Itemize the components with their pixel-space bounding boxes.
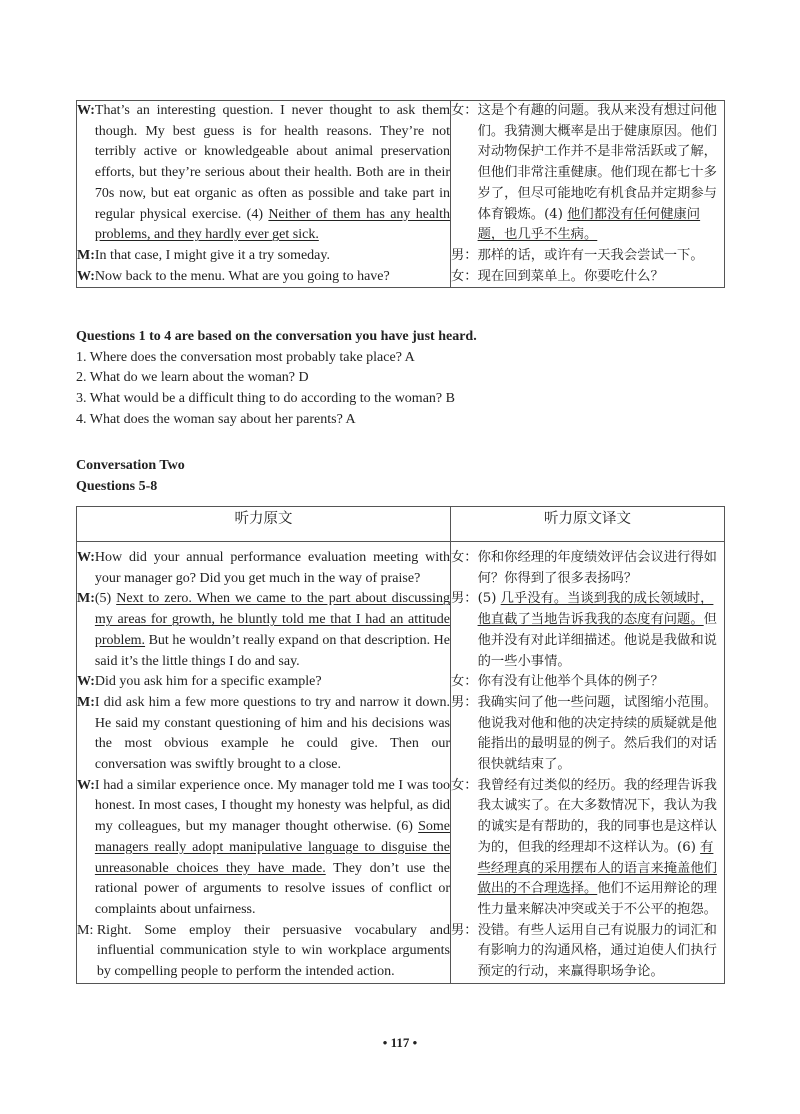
dialogue-text-segment: 他们不运用辩论的理性力量来解决冲突或关于不公平的抱怨。 (477, 881, 717, 917)
dialogue-text (478, 693, 724, 776)
dialogue-line (77, 548, 450, 589)
speaker-label: 男： (451, 591, 478, 607)
dialogue-text-segment: 我确实问了他一些问题，试图缩小范围。他说我对他和他的决定持续的质疑就是他能指出的最明显的例子。然后我们的对话很快就结束了。 (477, 694, 717, 773)
dialogue-text (95, 589, 450, 672)
dialogue-text-segment: 现在回到菜单上。你要吃什么？ (477, 268, 664, 284)
dialogue-line (77, 693, 450, 776)
dialogue-text-segment: 你和你经理的年度绩效评估会议进行得如何？你得到了很多表扬吗？ (477, 550, 717, 586)
dialogue-text-segment: 你有没有让他举个具体的例子？ (477, 674, 664, 690)
dialogue-text-segment: Right. Some employ their persuasive vocabulary and influential communication style to win workplace arguments by compelling people to perform the intended action. (96, 922, 450, 980)
speaker-label: W: (77, 777, 95, 793)
section-title: Conversation Two (76, 458, 185, 473)
dialogue-line (451, 101, 724, 246)
dialogue-text-segment: But he wouldn’t really expand on that description. He said it’s the little things I do and say. (94, 632, 450, 669)
dialogue-text-segment: I had a similar experience once. My manager told me I was too honest. In most cases, I thought my honesty was helpful, as did my colleagues, but my manager thought otherwise. (6) (94, 777, 450, 835)
table-header-row (77, 507, 725, 542)
speaker-label: W: (77, 674, 95, 690)
answer-underline-text: 他们都没有任何健康问题，也几乎不生病。 (477, 206, 701, 243)
question-item: 3. What would be a difficult thing to do according to the woman? B (76, 391, 455, 407)
dialogue-text (97, 921, 450, 983)
dialogue-text (95, 776, 450, 921)
transcript-table-1 (76, 100, 725, 288)
dialogue-line (451, 776, 724, 921)
dialogue-text (478, 921, 724, 983)
speaker-label: M: (77, 922, 97, 938)
english-transcript-cell (77, 542, 451, 984)
dialogue-text (478, 589, 724, 672)
dialogue-text-segment: 没错。有些人运用自己有说服力的词汇和有影响力的沟通风格，通过迫使人们执行预定的行动，来赢得职场争论。 (477, 922, 717, 980)
answer-underline-text: Some managers really adopt manipulative language to disguise the unreasonable choices they have made. (94, 819, 450, 876)
dialogue-text-segment: They don’t use the rational power of arguments to resolve issues of conflict or complaints about unfairness. (94, 860, 450, 917)
dialogue-text-segment: Did you ask him for a specific example? (94, 674, 322, 690)
answer-underline-text: 有些经理真的采用摆布人的语言来掩盖他们做出的不合理选择。 (477, 839, 717, 897)
chinese-translation-cell (451, 101, 725, 288)
dialogue-line (77, 589, 450, 672)
questions-heading: Questions 1 to 4 are based on the conversation you have just heard. (76, 329, 477, 344)
column-header-translation: 听力原文译文 (451, 507, 725, 542)
dialogue-text (95, 246, 450, 267)
dialogue-line (77, 921, 450, 983)
speaker-label: M: (77, 694, 95, 710)
dialogue-text (95, 672, 450, 693)
speaker-label: 女： (451, 103, 478, 118)
dialogue-line (451, 693, 724, 776)
dialogue-text-segment: (5) (94, 591, 117, 607)
dialogue-line (451, 672, 724, 693)
dialogue-text (478, 672, 724, 693)
dialogue-text (478, 776, 724, 921)
dialogue-text (95, 548, 450, 589)
chinese-translation-cell (451, 542, 725, 984)
dialogue-line (451, 589, 724, 672)
question-item: 4. What does the woman say about her parents? A (76, 411, 356, 427)
speaker-label: W: (77, 268, 95, 284)
dialogue-text-segment: (5) (477, 591, 501, 607)
dialogue-text-segment: Now back to the menu. What are you going to have? (94, 268, 390, 284)
answer-underline-text: 几乎没有。当谈到我的成长领域时，他直截了当地告诉我我的态度有问题。 (477, 591, 714, 628)
answer-underline-text: Next to zero. When we came to the part about discussing my areas for growth, he bluntly told me that I had an attitude problem. (94, 591, 450, 648)
dialogue-text (478, 548, 724, 589)
speaker-label: M: (77, 591, 95, 607)
dialogue-text (478, 246, 724, 267)
dialogue-text (478, 101, 724, 246)
speaker-label: W: (77, 103, 95, 118)
dialogue-text (478, 267, 724, 288)
dialogue-text-segment: That’s an interesting question. I never thought to ask them though. My best guess is for health reasons. They’re not terribly active or knowledgeable about animal preservation efforts, but they’re serious about their health. Both are in their 70s now, but eat organic as often as possible and take part in regular physical exercise. (4) (94, 103, 450, 222)
question-item: 1. Where does the conversation most probably take place? A (76, 349, 415, 365)
dialogue-text (95, 267, 450, 288)
dialogue-line (451, 267, 724, 288)
column-header-transcript: 听力原文 (77, 507, 451, 542)
table-row (77, 101, 725, 288)
question-item: 2. What do we learn about the woman? D (76, 370, 309, 386)
dialogue-text-segment: 但他并没有对此详细描述。他说是我做和说的一些小事情。 (477, 612, 717, 669)
speaker-label: 男： (451, 694, 478, 710)
dialogue-line (451, 246, 724, 267)
english-transcript-cell (77, 101, 451, 288)
section-subtitle: Questions 5-8 (76, 479, 158, 494)
dialogue-text (95, 101, 450, 246)
speaker-label: 女： (451, 674, 478, 690)
answer-underline-text: Neither of them has any health problems, and they hardly ever get sick. (94, 206, 451, 243)
dialogue-text (95, 693, 450, 776)
speaker-label: 男： (451, 247, 478, 263)
dialogue-line (77, 672, 450, 693)
dialogue-text-segment: How did your annual performance evaluation meeting with your manager go? Did you get much in the way of praise? (94, 550, 450, 586)
speaker-label: 男： (451, 922, 478, 938)
transcript-table-2 (76, 506, 725, 984)
dialogue-line (77, 267, 450, 288)
dialogue-line (77, 101, 450, 246)
dialogue-text-segment: In that case, I might give it a try someday. (94, 247, 330, 263)
dialogue-line (77, 246, 450, 267)
table-row (77, 542, 725, 984)
page-number: • 117 • (382, 1035, 418, 1050)
dialogue-text-segment: 那样的话，或许有一天我会尝试一下。 (477, 247, 704, 263)
dialogue-text-segment: I did ask him a few more questions to try and narrow it down. He said my constant questioning of him and his decisions was the most obvious example he could give. Then our conversation was swiftly brought to a close. (94, 694, 450, 773)
dialogue-line (77, 776, 450, 921)
speaker-label: 女： (451, 268, 478, 284)
speaker-label: 女： (451, 550, 478, 565)
questions-block (76, 327, 726, 431)
speaker-label: 女： (451, 777, 478, 793)
dialogue-line (451, 548, 724, 589)
speaker-label: W: (77, 550, 95, 565)
dialogue-text-segment: 这是个有趣的问题。我从来没有想过问他们。我猜测大概率是出于健康原因。他们对动物保护工作并不是非常活跃或了解，但他们非常注重健康。他们现在都七十多岁了，但尽可能地吃有机食品并定期参与体育锻炼。(4) (477, 103, 717, 222)
dialogue-text-segment: 我曾经有过类似的经历。我的经理告诉我我太诚实了。在大多数情况下，我认为我的诚实是有帮助的，我的同事也是这样认为的，但我的经理却不这样认为。(6) (477, 777, 717, 855)
speaker-label: M: (77, 247, 95, 263)
dialogue-line (451, 921, 724, 983)
